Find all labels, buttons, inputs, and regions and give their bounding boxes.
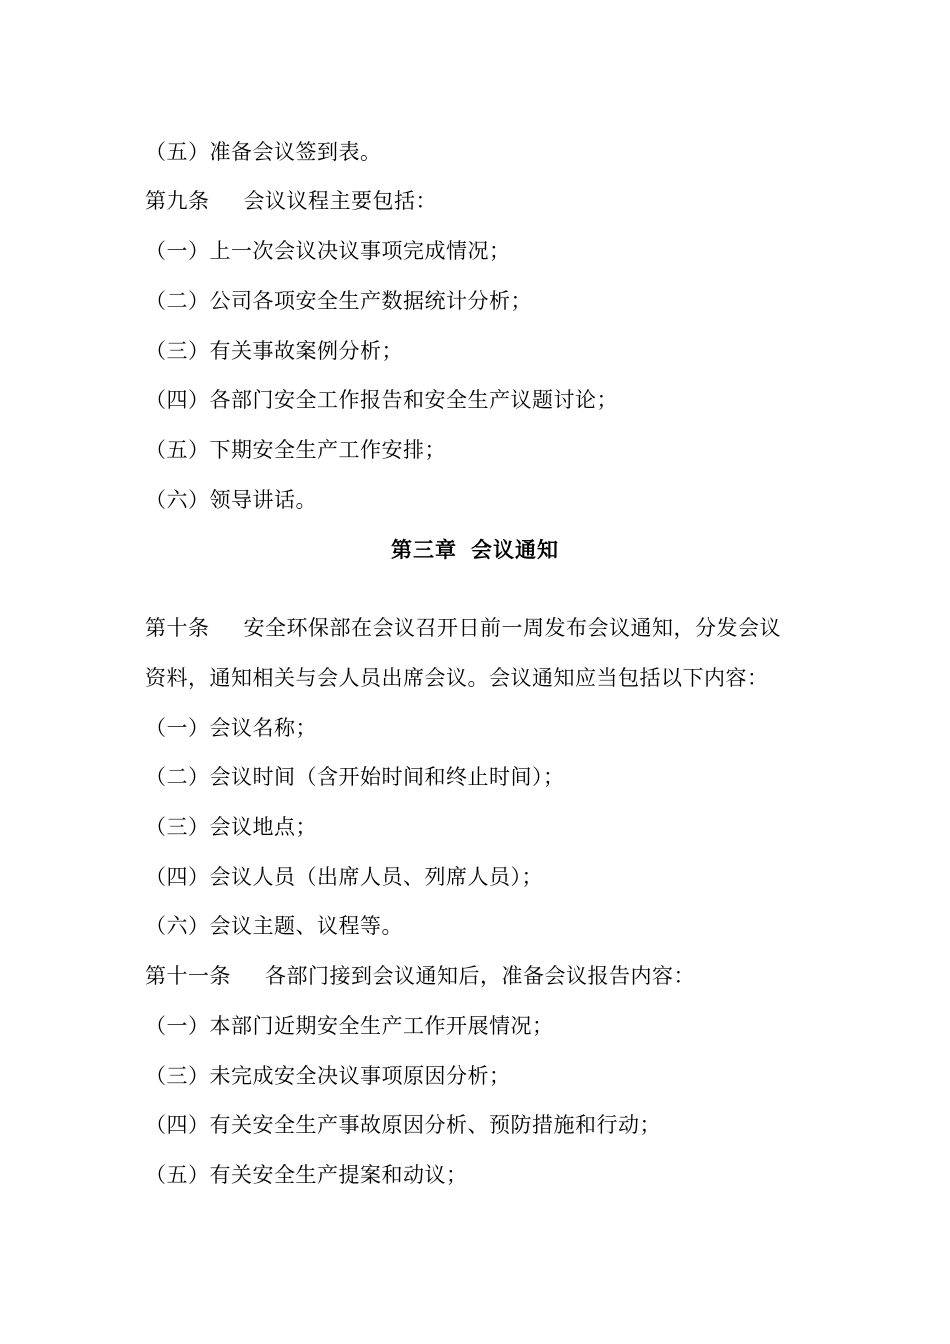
article-label: 第九条 [145,189,210,213]
list-item: （二）公司各项安全生产数据统计分析； [145,289,532,313]
list-item: （一）上一次会议决议事项完成情况； [145,239,511,263]
list-item: （一）会议名称； [145,716,317,740]
list-item: （一）本部门近期安全生产工作开展情况； [145,1014,554,1038]
article-10-continuation: 资料，通知相关与会人员出席会议。会议通知应当包括以下内容： [145,666,769,690]
chapter-title: 会议通知 [471,538,559,562]
list-item: （五）下期安全生产工作安排； [145,438,446,462]
list-item: （三）有关事故案例分析； [145,339,403,363]
article-text: 会议议程主要包括： [243,189,437,213]
list-item: （六）领导讲话。 [145,488,317,512]
article-10 [145,613,781,643]
list-item: （二）会议时间（含开始时间和终止时间）； [145,765,565,789]
chapter-number: 第三章 [391,538,457,562]
article-text: 安全环保部在会议召开日前一周发布会议通知，分发会议 [243,616,781,640]
article-text: 各部门接到会议通知后，准备会议报告内容： [265,964,695,988]
list-item: （四）会议人员（出席人员、列席人员）； [145,865,543,889]
list-item: （三）会议地点； [145,815,317,839]
list-item: （五）准备会议签到表。 [145,140,382,164]
list-item: （三）未完成安全决议事项原因分析； [145,1064,511,1088]
article-11 [145,961,695,991]
chapter-heading [0,535,950,565]
article-label: 第十一条 [145,964,231,988]
article-9 [145,186,437,216]
list-item: （五）有关安全生产提案和动议； [145,1163,468,1187]
list-item: （四）各部门安全工作报告和安全生产议题讨论； [145,388,618,412]
article-label: 第十条 [145,616,210,640]
list-item: （六）会议主题、议程等。 [145,914,403,938]
list-item: （四）有关安全生产事故原因分析、预防措施和行动； [145,1113,661,1137]
